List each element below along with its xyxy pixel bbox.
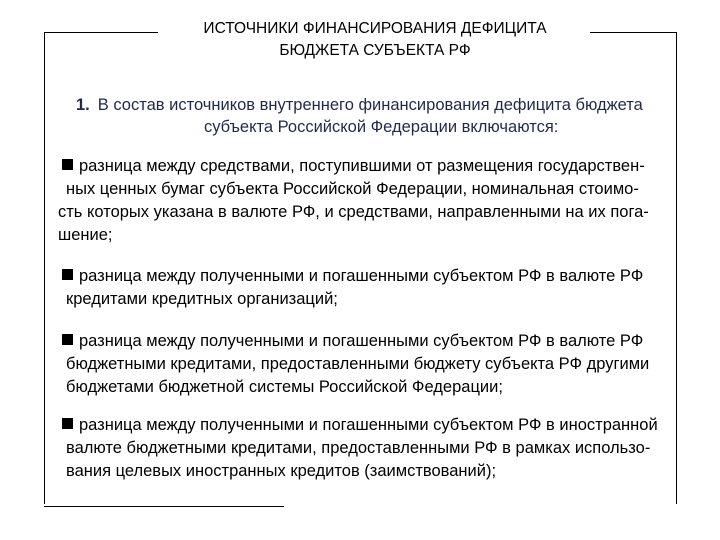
list-item-line: бюджетными кредитами, предоставленными бюджету субъекта РФ другими <box>66 355 650 373</box>
intro-number: 1. <box>76 96 90 114</box>
list-item-securities <box>58 155 712 247</box>
list-item-line: вания целевых иностранных кредитов (заимствований); <box>66 462 497 480</box>
title-line-1: ИСТОЧНИКИ ФИНАНСИРОВАНИЯ ДЕФИЦИТА <box>203 20 547 37</box>
square-bullet-icon <box>62 159 73 170</box>
list-item-line: разница между полученными и погашенными субъектом РФ в валюте РФ <box>79 332 644 350</box>
list-item-line: бюджетами бюджетной системы Российской Федерации; <box>66 378 503 396</box>
intro-line-1: В состав источников внутреннего финансирования дефицита бюджета <box>97 96 643 114</box>
square-bullet-icon <box>62 418 73 429</box>
frame-top-left-line <box>44 32 158 33</box>
list-item-bank-credits <box>62 265 712 311</box>
list-item-line: разница между полученными и погашенными субъектом РФ в валюте РФ <box>79 267 644 285</box>
intro-paragraph <box>76 94 716 138</box>
list-item-foreign-credits <box>62 414 712 483</box>
page-title <box>160 18 590 62</box>
frame-bottom-line <box>44 506 284 507</box>
title-line-2: БЮДЖЕТА СУБЪЕКТА РФ <box>279 42 471 59</box>
frame-left-line <box>44 32 45 504</box>
square-bullet-icon <box>62 334 73 345</box>
list-item-line: сть которых указана в валюте РФ, и средствами, направленными на их пога- <box>58 203 649 221</box>
list-item-line: валюте бюджетными кредитами, предоставленными РФ в рамках использо- <box>66 439 651 457</box>
intro-line-2: субъекта Российской Федерации включаются: <box>204 118 559 136</box>
list-item-line: разница между полученными и погашенными субъектом РФ в иностранной <box>79 416 658 434</box>
list-item-line: ных ценных бумаг субъекта Российской Федерации, номинальная стоимо- <box>66 180 639 198</box>
square-bullet-icon <box>62 269 73 280</box>
list-item-budget-credits <box>62 330 712 399</box>
frame-top-right-line <box>590 32 676 33</box>
list-item-line: кредитами кредитных организаций; <box>66 290 338 308</box>
list-item-line: шение; <box>58 226 113 244</box>
list-item-line: разница между средствами, поступившими от размещения государствен- <box>79 157 645 175</box>
